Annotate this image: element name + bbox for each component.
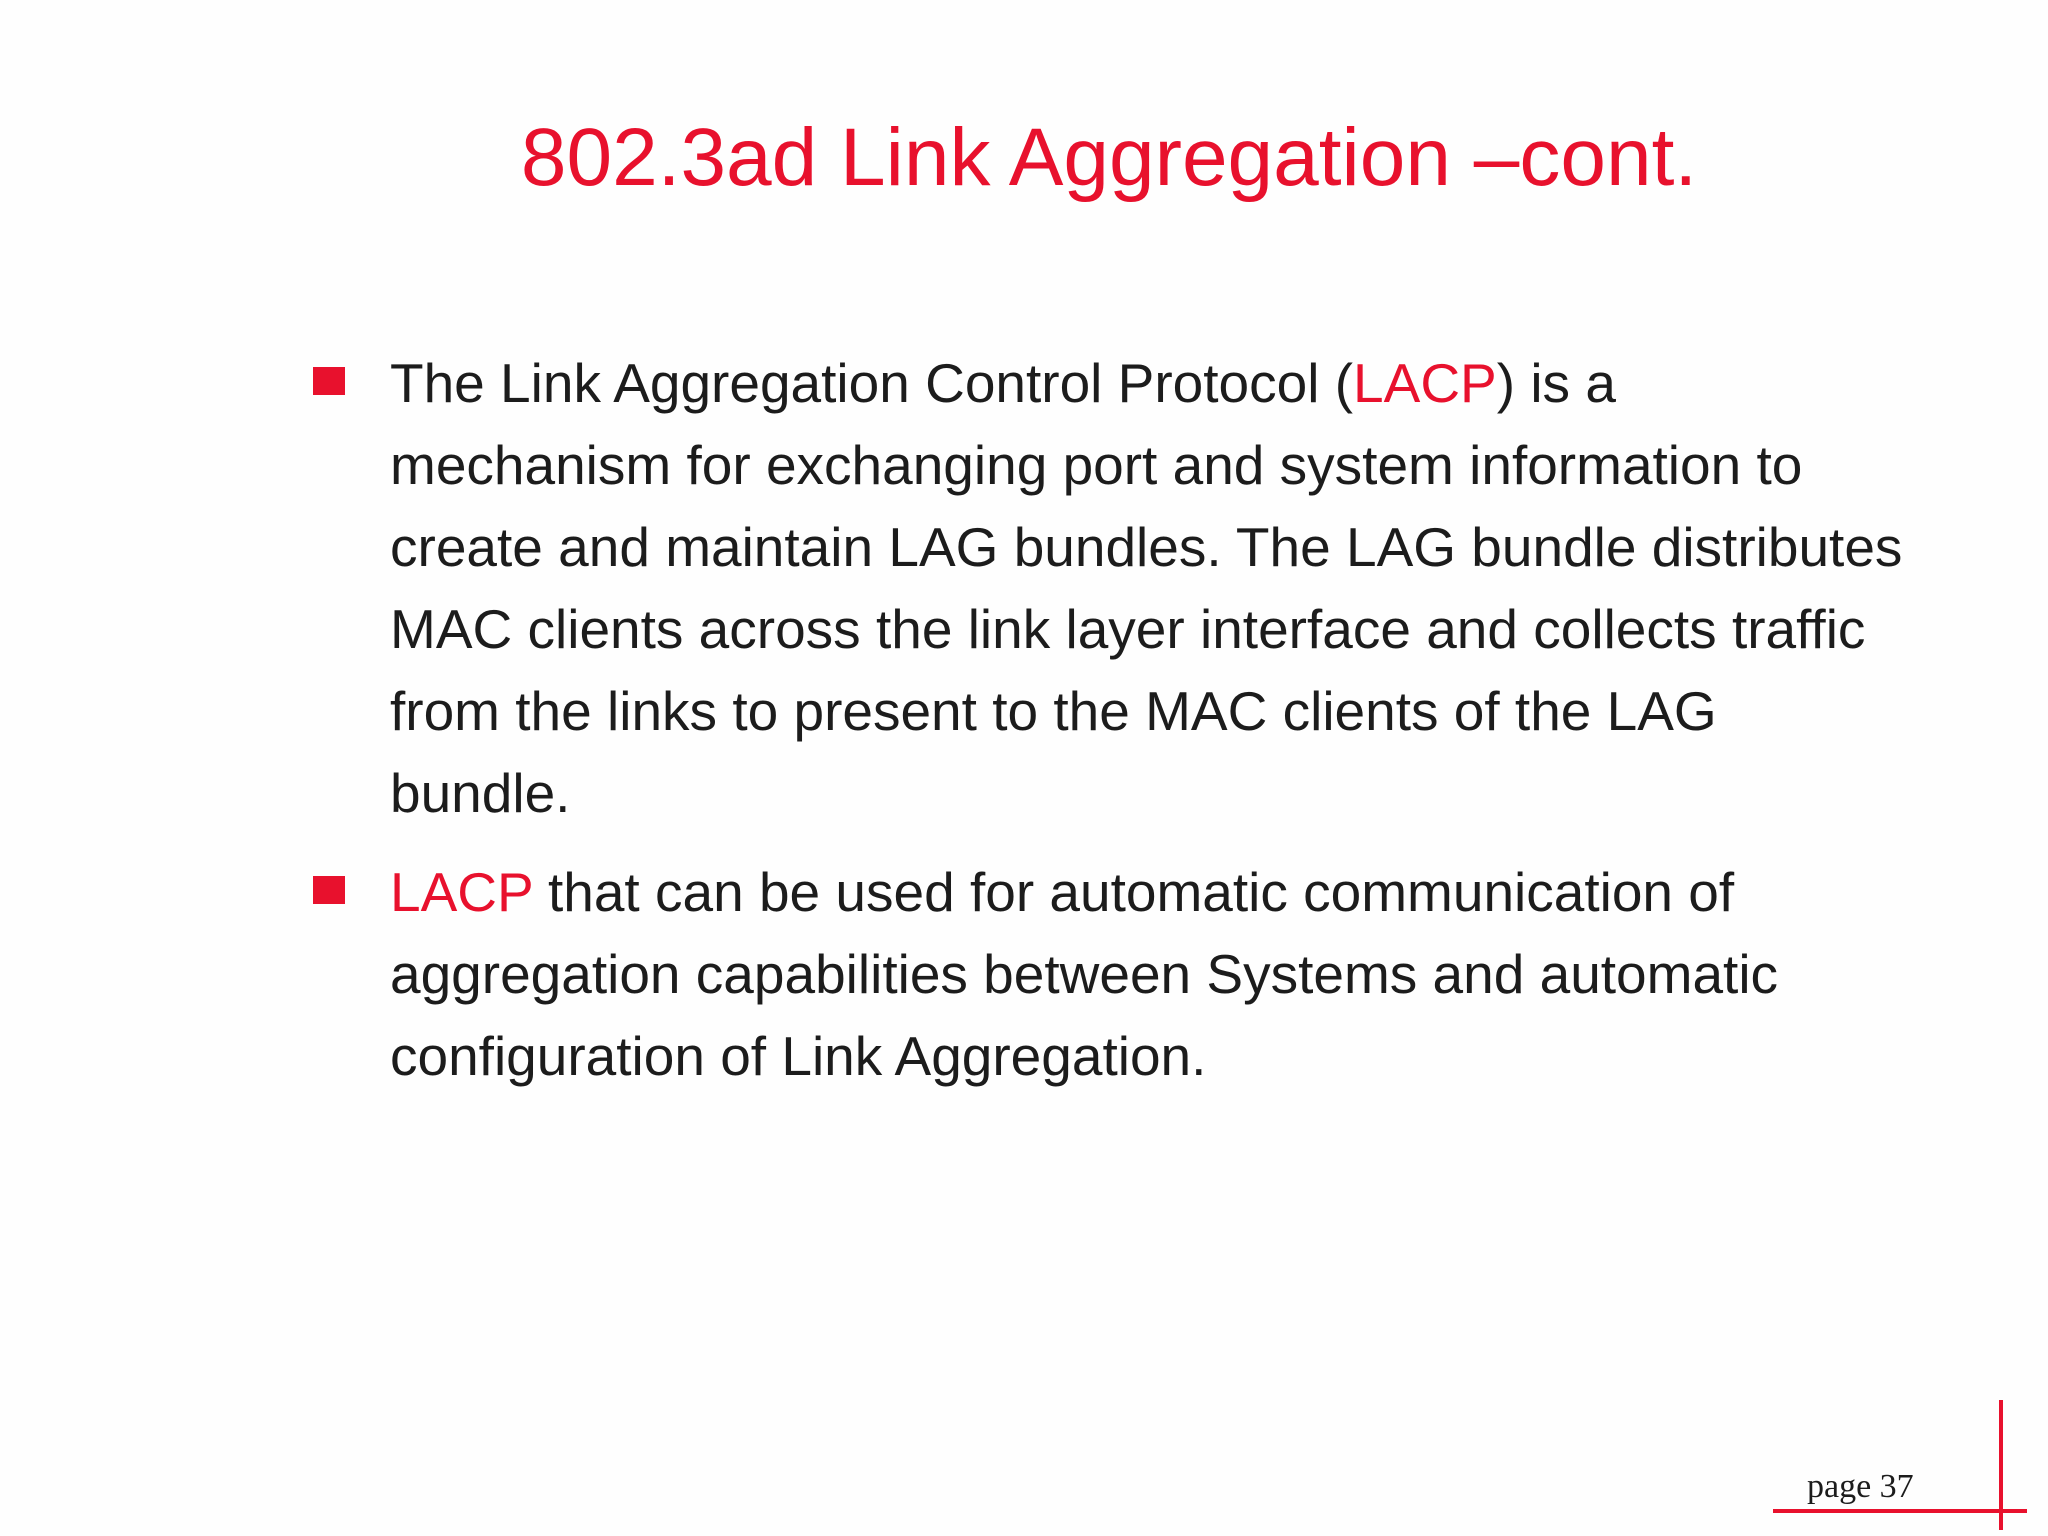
page-number: page 37 [1807,1468,1914,1505]
lacp-term: LACP [390,861,533,923]
text-line: bundle. [390,762,571,824]
bullet-text [390,342,2010,834]
text-line [390,851,2010,933]
text-line: aggregation capabilities between Systems and automatic [390,943,1779,1005]
slide-title: 802.3ad Link Aggregation –cont. [520,112,1698,203]
text-line: configuration of Link Aggregation. [390,1025,1207,1087]
lacp-term: LACP [1353,352,1497,414]
text-line: mechanism for exchanging port and system information to [390,434,1803,496]
text-segment: that can be used for automatic communication of [532,861,1735,923]
text-segment: The Link Aggregation Control Protocol ( [390,352,1354,414]
footer-divider-line [1773,1509,2027,1513]
text-line: MAC clients across the link layer interface and collects traffic [390,598,1866,660]
square-bullet-icon [313,367,345,395]
bullet-text [390,851,2010,1097]
footer-divider-line [1999,1400,2003,1530]
text-segment: ) is a [1496,352,1616,414]
square-bullet-icon [313,876,345,904]
text-line [390,342,2010,424]
text-line: create and maintain LAG bundles. The LAG bundle distributes [390,516,1903,578]
text-line: from the links to present to the MAC clients of the LAG [390,680,1717,742]
